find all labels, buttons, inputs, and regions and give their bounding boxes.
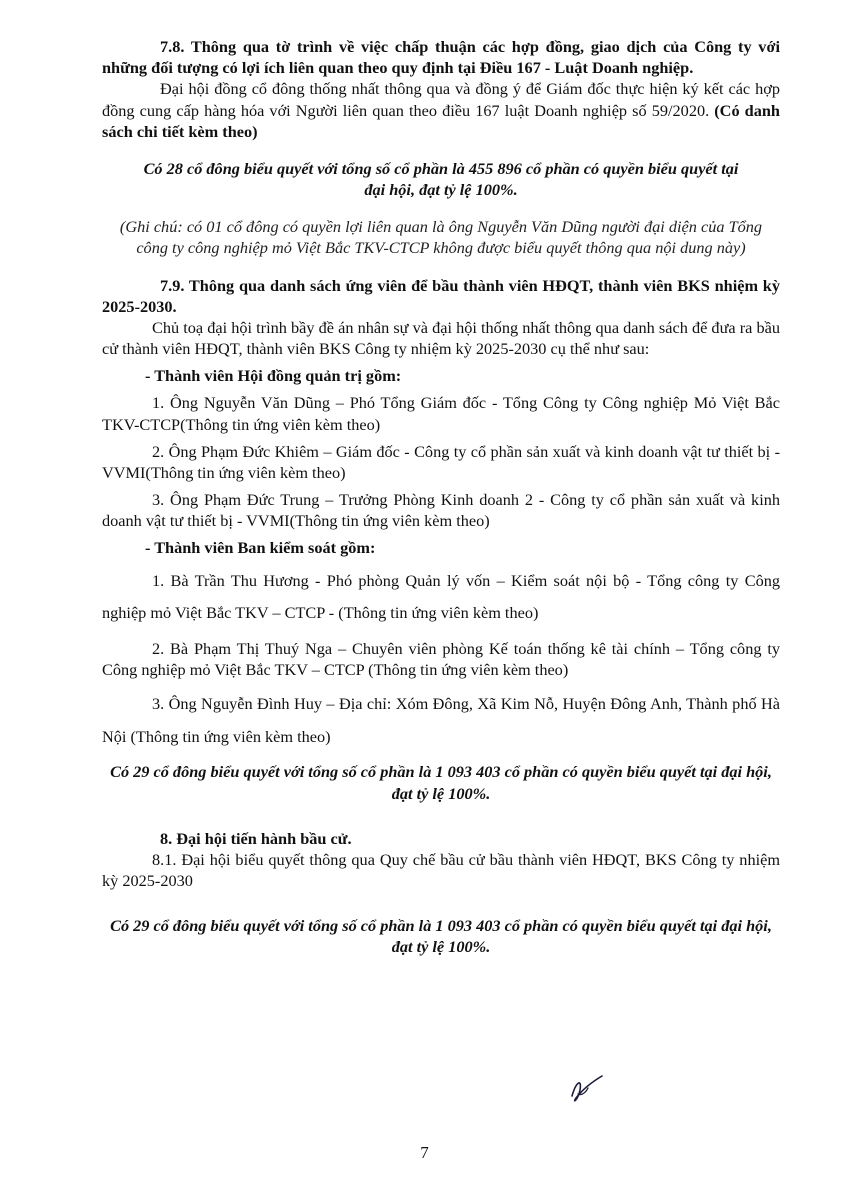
section-7-9-vote: Có 29 cổ đông biểu quyết với tổng số cổ phần là 1 093 403 cổ phần có quyền biểu quyết tại đại hội, đạt tỷ lệ 100%. [110, 762, 772, 803]
page-number: 7 [420, 1143, 429, 1162]
section-7-8-note: (Ghi chú: có 01 cổ đông có quyền lợi liên quan là ông Nguyễn Văn Dũng người đại diện của Tổng công ty công nghiệp mỏ Việt Bắc TKV-CTCP không được biểu quyết thông qua nội dung này) [119, 217, 763, 258]
section-8-heading: 8. Đại hội tiến hành bầu cử. [160, 828, 352, 848]
section-7-8-body-bold: (Có danh sách chi tiết kèm theo) [102, 100, 780, 141]
section-7-8-body [102, 78, 780, 142]
section-7-9-heading: 7.9. Thông qua danh sách ứng viên để bầu thành viên HĐQT, thành viên BKS nhiệm kỳ 2025-2030. [102, 275, 780, 316]
board-member-1: 1. Ông Nguyễn Văn Dũng – Phó Tổng Giám đốc - Tổng Công ty Công nghiệp Mỏ Việt Bắc TKV-CTCP(Thông tin ứng viên kèm theo) [102, 393, 780, 434]
supervisory-member-3: 3. Ông Nguyễn Đình Huy – Địa chỉ: Xóm Đông, Xã Kim Nỗ, Huyện Đông Anh, Thành phố Hà Nội (Thông tin ứng viên kèm theo) [102, 694, 780, 746]
section-7-9-intro: Chủ toạ đại hội trình bầy đề án nhân sự và đại hội thống nhất thông qua danh sách để đưa ra bầu cử thành viên HĐQT, thành viên BKS Công ty nhiệm kỳ 2025-2030 cụ thể như sau: [102, 317, 780, 359]
board-member-2: 2. Ông Phạm Đức Khiêm – Giám đốc - Công ty cổ phần sản xuất và kinh doanh vật tư thiết bị - VVMI(Thông tin ứng viên kèm theo) [102, 441, 780, 482]
section-7-8-vote: Có 28 cổ đông biểu quyết với tổng số cổ phần là 455 896 cổ phần có quyền biểu quyết tại đại hội, đạt tỷ lệ 100%. [143, 158, 739, 200]
signature-initial [566, 1072, 606, 1108]
board-member-3: 3. Ông Phạm Đức Trung – Trưởng Phòng Kinh doanh 2 - Công ty cổ phần sản xuất và kinh doanh vật tư thiết bị - VVMI(Thông tin ứng viên kèm theo) [102, 490, 780, 531]
board-members-heading: - Thành viên Hội đồng quản trị gồm: [145, 366, 402, 386]
supervisory-members-heading: - Thành viên Ban kiểm soát gồm: [145, 538, 376, 558]
section-8-1-item: 8.1. Đại hội biểu quyết thông qua Quy chế bầu cử bầu thành viên HĐQT, BKS Công ty nhiệm kỳ 2025-2030 [102, 849, 780, 891]
section-8-1-vote: Có 29 cổ đông biểu quyết với tổng số cổ phần là 1 093 403 cổ phần có quyền biểu quyết tại đại hội, đạt tỷ lệ 100%. [110, 916, 772, 957]
section-7-8-heading: 7.8. Thông qua tờ trình về việc chấp thuận các hợp đồng, giao dịch của Công ty với những đối tượng có lợi ích liên quan theo quy định tại Điều 167 - Luật Doanh nghiệp. [102, 37, 780, 78]
document-page [102, 36, 780, 958]
supervisory-member-1: 1. Bà Trần Thu Hương - Phó phòng Quản lý vốn – Kiểm soát nội bộ - Tổng công ty Công nghiệp mỏ Việt Bắc TKV – CTCP - (Thông tin ứng viên kèm theo) [102, 570, 780, 623]
supervisory-member-2: 2. Bà Phạm Thị Thuý Nga – Chuyên viên phòng Kế toán thống kê tài chính – Tổng công ty Công nghiệp mỏ Việt Bắc TKV – CTCP (Thông tin ứng viên kèm theo) [102, 638, 780, 679]
section-7-8-body-text: Đại hội đồng cổ đông thống nhất thông qua và đồng ý để Giám đốc thực hiện ký kết các hợp đồng cung cấp hàng hóa với Người liên quan theo điều 167 luật Doanh nghiệp số 59/2020. [102, 79, 780, 120]
